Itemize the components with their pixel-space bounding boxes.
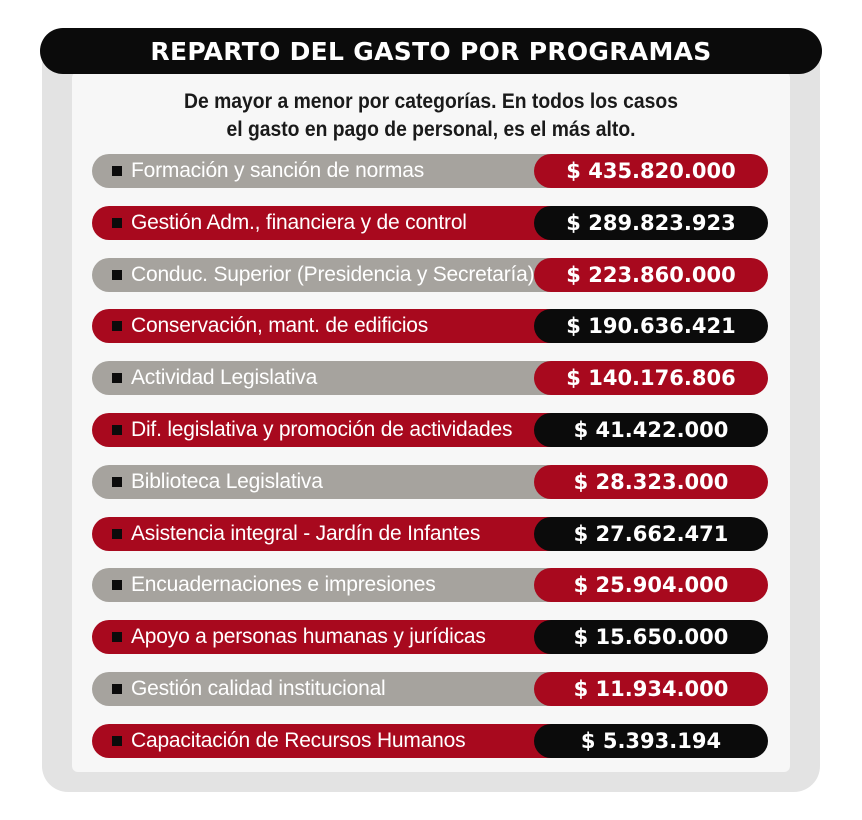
program-row: [92, 672, 768, 706]
program-amount: $ 28.323.000: [573, 470, 729, 494]
program-amount: $ 435.820.000: [566, 159, 736, 183]
square-bullet-icon: [112, 684, 122, 694]
program-label-bar: [92, 361, 562, 395]
program-amount: $ 223.860.000: [566, 263, 736, 287]
program-label-bar: [92, 517, 562, 551]
program-amount-bar: [534, 672, 768, 706]
program-label: Apoyo a personas humanas y jurídicas: [131, 625, 486, 648]
program-label: Actividad Legislativa: [131, 366, 318, 389]
program-amount: $ 140.176.806: [566, 366, 736, 390]
program-label-bar: [92, 413, 562, 447]
program-amount: $ 27.662.471: [573, 522, 729, 546]
program-label-bar: [92, 154, 562, 188]
program-label-bar: [92, 465, 562, 499]
program-row: [92, 517, 768, 551]
program-amount-bar: [534, 361, 768, 395]
program-amount-bar: [534, 620, 768, 654]
program-amount: $ 5.393.194: [580, 729, 722, 753]
program-row: [92, 568, 768, 602]
program-amount-bar: [534, 154, 768, 188]
program-label-bar: [92, 309, 562, 343]
program-label: Conservación, mant. de edificios: [131, 314, 429, 337]
program-amount: $ 190.636.421: [566, 314, 736, 338]
program-label-bar: [92, 568, 562, 602]
square-bullet-icon: [112, 425, 122, 435]
square-bullet-icon: [112, 632, 122, 642]
program-row: [92, 154, 768, 188]
square-bullet-icon: [112, 529, 122, 539]
program-amount: $ 15.650.000: [573, 625, 729, 649]
program-label-bar: [92, 724, 562, 758]
program-label: Gestión calidad institucional: [131, 677, 386, 700]
square-bullet-icon: [112, 373, 122, 383]
program-label-bar: [92, 620, 562, 654]
program-label-bar: [92, 672, 562, 706]
title-bar: [40, 28, 822, 74]
program-row: [92, 206, 768, 240]
program-amount: $ 25.904.000: [573, 573, 729, 597]
program-label: Asistencia integral - Jardín de Infantes: [131, 522, 481, 545]
program-label-bar: [92, 206, 562, 240]
subtitle-line-1: De mayor a menor por categorías. En todos los casos: [184, 90, 678, 113]
program-amount-bar: [534, 724, 768, 758]
program-row: [92, 309, 768, 343]
chart-title: REPARTO DEL GASTO POR PROGRAMAS: [150, 36, 712, 66]
square-bullet-icon: [112, 270, 122, 280]
square-bullet-icon: [112, 580, 122, 590]
program-amount: $ 289.823.923: [566, 211, 736, 235]
program-amount-bar: [534, 206, 768, 240]
subtitle-line-2: el gasto en pago de personal, es el más alto.: [226, 118, 636, 141]
program-label-bar: [92, 258, 562, 292]
square-bullet-icon: [112, 477, 122, 487]
square-bullet-icon: [112, 736, 122, 746]
program-amount: $ 11.934.000: [573, 677, 729, 701]
program-amount: $ 41.422.000: [573, 418, 729, 442]
chart-subtitle: [101, 88, 762, 144]
program-row: [92, 620, 768, 654]
square-bullet-icon: [112, 166, 122, 176]
program-row: [92, 724, 768, 758]
program-label: Conduc. Superior (Presidencia y Secretaría): [131, 263, 535, 286]
program-label: Formación y sanción de normas: [131, 159, 424, 182]
program-amount-bar: [534, 465, 768, 499]
program-label: Gestión Adm., financiera y de control: [131, 211, 467, 234]
program-amount-bar: [534, 517, 768, 551]
program-label: Dif. legislativa y promoción de actividades: [131, 418, 513, 441]
program-amount-bar: [534, 413, 768, 447]
program-row: [92, 413, 768, 447]
program-label: Capacitación de Recursos Humanos: [131, 729, 466, 752]
program-row: [92, 258, 768, 292]
program-amount-bar: [534, 568, 768, 602]
square-bullet-icon: [112, 321, 122, 331]
program-amount-bar: [534, 258, 768, 292]
program-label: Biblioteca Legislativa: [131, 470, 323, 493]
program-amount-bar: [534, 309, 768, 343]
program-label: Encuadernaciones e impresiones: [131, 573, 436, 596]
program-row: [92, 361, 768, 395]
program-row: [92, 465, 768, 499]
square-bullet-icon: [112, 218, 122, 228]
